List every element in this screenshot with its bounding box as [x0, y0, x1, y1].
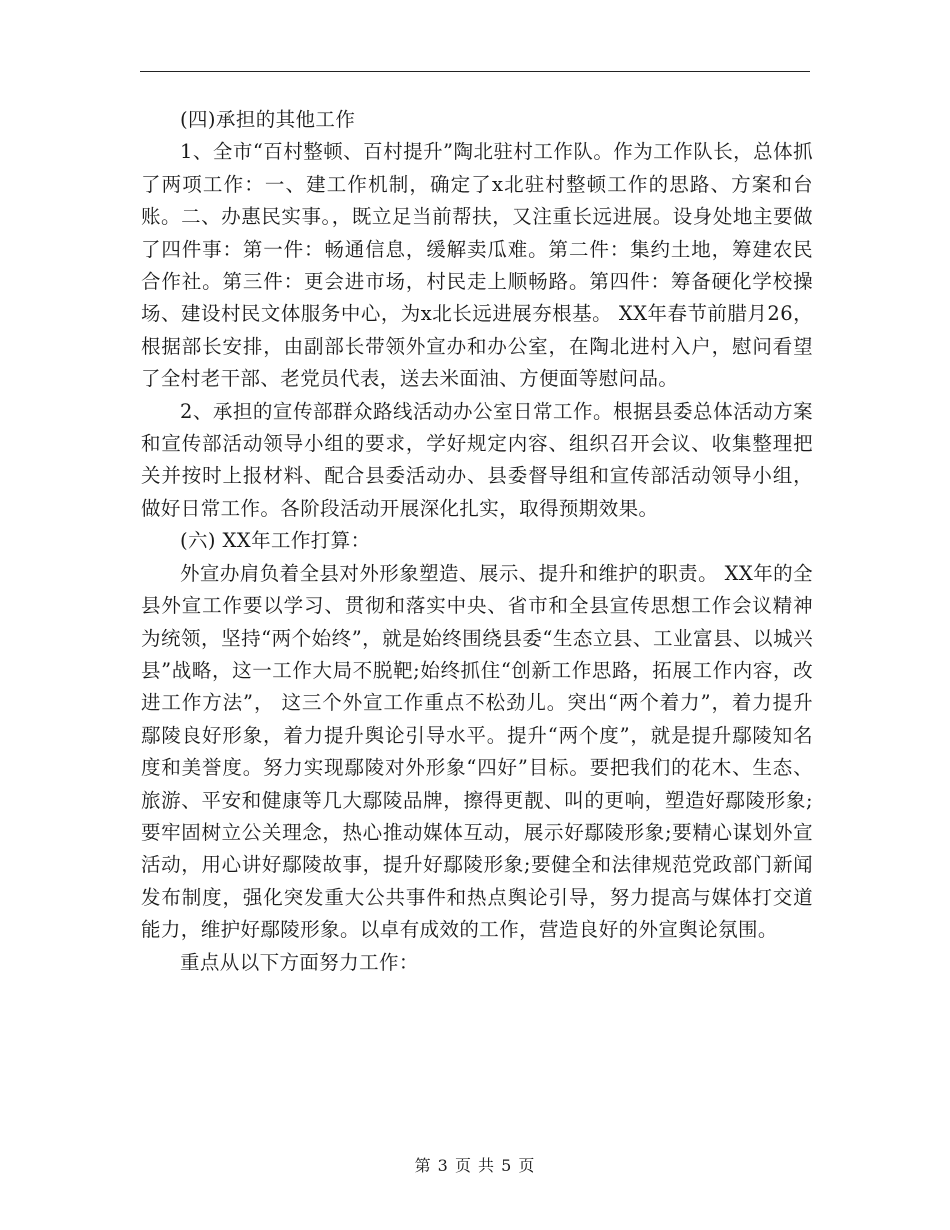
- section-heading-work-plan: (六) XX年工作打算：: [180, 529, 371, 553]
- paragraph-external-publicity: 外宣办肩负着全县对外形象塑造、展示、提升和维护的职责。 XX年的全县外宣工作要以学习、贯彻和落实中央、省市和全县宣传思想工作会议精神为统领，坚持“两个始终”，就是始终围绕县委“生态立县、工业富县、以城兴县”战略，这一工作大局不脱靶;始终抓住“创新工作思路，拓展工作内容，改进工作方法”， 这三个外宣工作重点不松劲儿。突出“两个着力”，着力提升鄢陵良好形象，着力提升舆论引导水平。提升“两个度”，就是提升鄢陵知名度和美誉度。努力实现鄢陵对外形象“四好”目标。要把我们的花木、生态、旅游、平安和健康等几大鄢陵品牌，擦得更靓、叫的更响，塑造好鄢陵形象;要牢固树立公关理念，热心推动媒体互动，展示好鄢陵形象;要精心谋划外宣活动，用心讲好鄢陵故事，提升好鄢陵形象;要健全和法律规范党政部门新闻发布制度，强化突发重大公共事件和热点舆论引导，努力提高与媒体打交道能力，维护好鄢陵形象。以卓有成效的工作，营造良好的外宣舆论氛围。: [141, 561, 813, 942]
- header-rule: [140, 71, 810, 72]
- paragraph-key-focus: 重点从以下方面努力工作：: [180, 950, 419, 974]
- page-number-footer: 第 3 页 共 5 页: [414, 1156, 536, 1175]
- paragraph-mass-line-office: 2、承担的宣传部群众路线活动办公室日常工作。根据县委总体活动方案和宣传部活动领导小组的要求，学好规定内容、组织召开会议、收集整理把关并按时上报材料、配合县委活动办、县委督导组和宣传部活动领导小组，做好日常工作。各阶段活动开展深化扎实，取得预期效果。: [141, 399, 813, 520]
- section-heading-other-work: (四)承担的其他工作: [180, 108, 356, 131]
- paragraph-village-work-team: 1、全市“百村整顿、百村提升”陶北驻村工作队。作为工作队长，总体抓了两项工作：一、建工作机制，确定了x北驻村整顿工作的思路、方案和台账。二、办惠民实事。，既立足当前帮扶，又注重长远进展。设身处地主要做了四件事：第一件：畅通信息，缓解卖瓜难。第二件：集约土地，筹建农民合作社。第三件：更会进市场，村民走上顺畅路。第四件：筹备硬化学校操场、建设村民文体服务中心，为x北长远进展夯根基。 XX年春节前腊月26，根据部长安排，由副部长带领外宣办和办公室，在陶北进村入户，慰问看望了全村老干部、老党员代表，送去米面油、方便面等慰问品。: [141, 140, 813, 391]
- document-body: [141, 104, 813, 979]
